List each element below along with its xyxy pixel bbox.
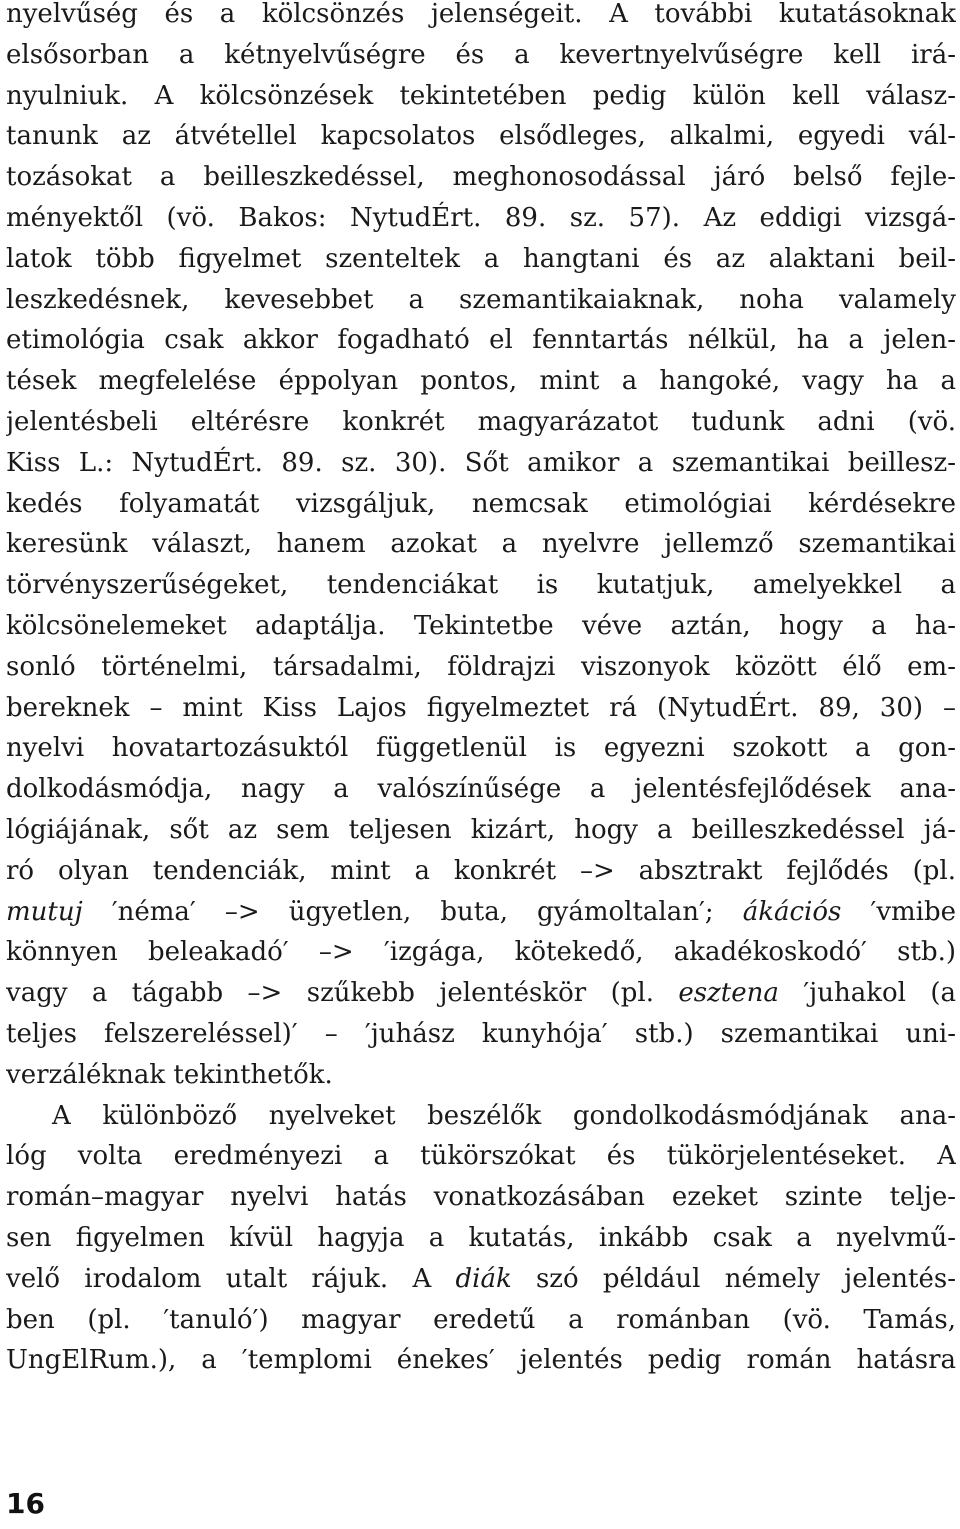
text-run: velő irodalom utalt rájuk. A bbox=[6, 1263, 456, 1294]
text-line: jelentésbeli eltérésre konkrét magyarázatot tudunk adni (vö. bbox=[6, 406, 956, 437]
text-line: dolkodásmódja, nagy a valószínűsége a jelentésfejlődések ana- bbox=[6, 774, 956, 805]
text-line: lógiájának, sőt az sem teljesen kizárt, hogy a beilleszkedéssel já- bbox=[6, 814, 956, 845]
text-line: leszkedésnek, kevesebbet a szemantikaiaknak, noha valamely bbox=[6, 284, 956, 315]
text-line: sen figyelmen kívül hagyja a kutatás, inkább csak a nyelvmű- bbox=[6, 1222, 956, 1253]
text-line: Kiss L.: NytudÉrt. 89. sz. 30). Sőt amikor a szemantikai beillesz- bbox=[6, 447, 956, 478]
text-line: latok több figyelmet szenteltek a hangtani és az alaktani beil- bbox=[6, 243, 956, 274]
text-line: törvényszerűségeket, tendenciákat is kutatjuk, amelyekkel a bbox=[6, 570, 956, 601]
page-number: 16 bbox=[6, 1487, 45, 1520]
text-line: tanunk az átvétellel kapcsolatos elsődleges, alkalmi, egyedi vál- bbox=[6, 121, 956, 152]
text-line: sonló történelmi, társadalmi, földrajzi viszonyok között élő em- bbox=[6, 651, 956, 682]
text-line: tozásokat a beilleszkedéssel, meghonosodással járó belső fejle- bbox=[6, 162, 956, 193]
text-run: szó például némely jelentés- bbox=[511, 1263, 956, 1294]
italic-term: esztena bbox=[678, 978, 779, 1009]
text-line: teljes felszereléssel)′ – ′juhász kunyhója′ stb.) szemantikai uni- bbox=[6, 1018, 956, 1049]
text-line: A különböző nyelveket beszélők gondolkodásmódjának ana- bbox=[52, 1100, 956, 1131]
text-line: kedés folyamatát vizsgáljuk, nemcsak etimológiai kérdésekre bbox=[6, 488, 956, 519]
italic-term: mutuj bbox=[6, 896, 83, 927]
text-line: nyelvi hovatartozásuktól függetlenül is egyezni szokott a gon- bbox=[6, 733, 956, 764]
text-line: bereknek – mint Kiss Lajos figyelmeztet rá (NytudÉrt. 89, 30) – bbox=[6, 692, 956, 723]
text-line: verzáléknak tekinthetők. bbox=[6, 1059, 333, 1090]
text-line: tések megfelelése éppolyan pontos, mint a hangoké, vagy ha a bbox=[6, 366, 956, 397]
text-line bbox=[6, 892, 956, 933]
text-line: keresünk választ, hanem azokat a nyelvre jellemző szemantikai bbox=[6, 529, 956, 560]
text-run: ′juhakol (a bbox=[778, 978, 956, 1009]
italic-term: ákációs bbox=[742, 896, 842, 927]
text-line: UngElRum.), a ′templomi énekes′ jelentés pedig román hatásra bbox=[6, 1345, 956, 1376]
text-line: nyulniuk. A kölcsönzések tekintetében pedig külön kell válasz- bbox=[6, 80, 956, 111]
text-line bbox=[6, 1259, 956, 1300]
text-line: ró olyan tendenciák, mint a konkrét –> absztrakt fejlődés (pl. bbox=[6, 855, 956, 886]
text-line bbox=[6, 973, 956, 1014]
text-run: ′vmibe bbox=[841, 896, 956, 927]
text-line: elsősorban a kétnyelvűségre és a kevertnyelvűségre kell irá- bbox=[6, 39, 956, 70]
italic-term: diák bbox=[455, 1263, 512, 1294]
text-line: ben (pl. ′tanuló′) magyar eredetű a románban (vö. Tamás, bbox=[6, 1304, 956, 1335]
text-line: etimológia csak akkor fogadható el fenntartás nélkül, ha a jelen- bbox=[6, 325, 956, 356]
text-line: román–magyar nyelvi hatás vonatkozásában ezeket szinte telje- bbox=[6, 1182, 956, 1213]
text-line: ményektől (vö. Bakos: NytudÉrt. 89. sz. 57). Az eddigi vizsgá- bbox=[6, 202, 956, 233]
text-line: lóg volta eredményezi a tükörszókat és tükörjelentéseket. A bbox=[6, 1141, 956, 1172]
body-text bbox=[6, 0, 956, 1381]
text-run: ′néma′ –> ügyetlen, buta, gyámoltalan′; bbox=[82, 896, 743, 927]
text-run: vagy a tágabb –> szűkebb jelentéskör (pl. bbox=[6, 978, 679, 1009]
text-line: nyelvűség és a kölcsönzés jelenségeit. A további kutatásoknak bbox=[6, 0, 956, 29]
text-line: könnyen beleakadó′ –> ′izgága, kötekedő, akadékoskodó′ stb.) bbox=[6, 937, 956, 968]
text-line: kölcsönelemeket adaptálja. Tekintetbe véve aztán, hogy a ha- bbox=[6, 610, 956, 641]
